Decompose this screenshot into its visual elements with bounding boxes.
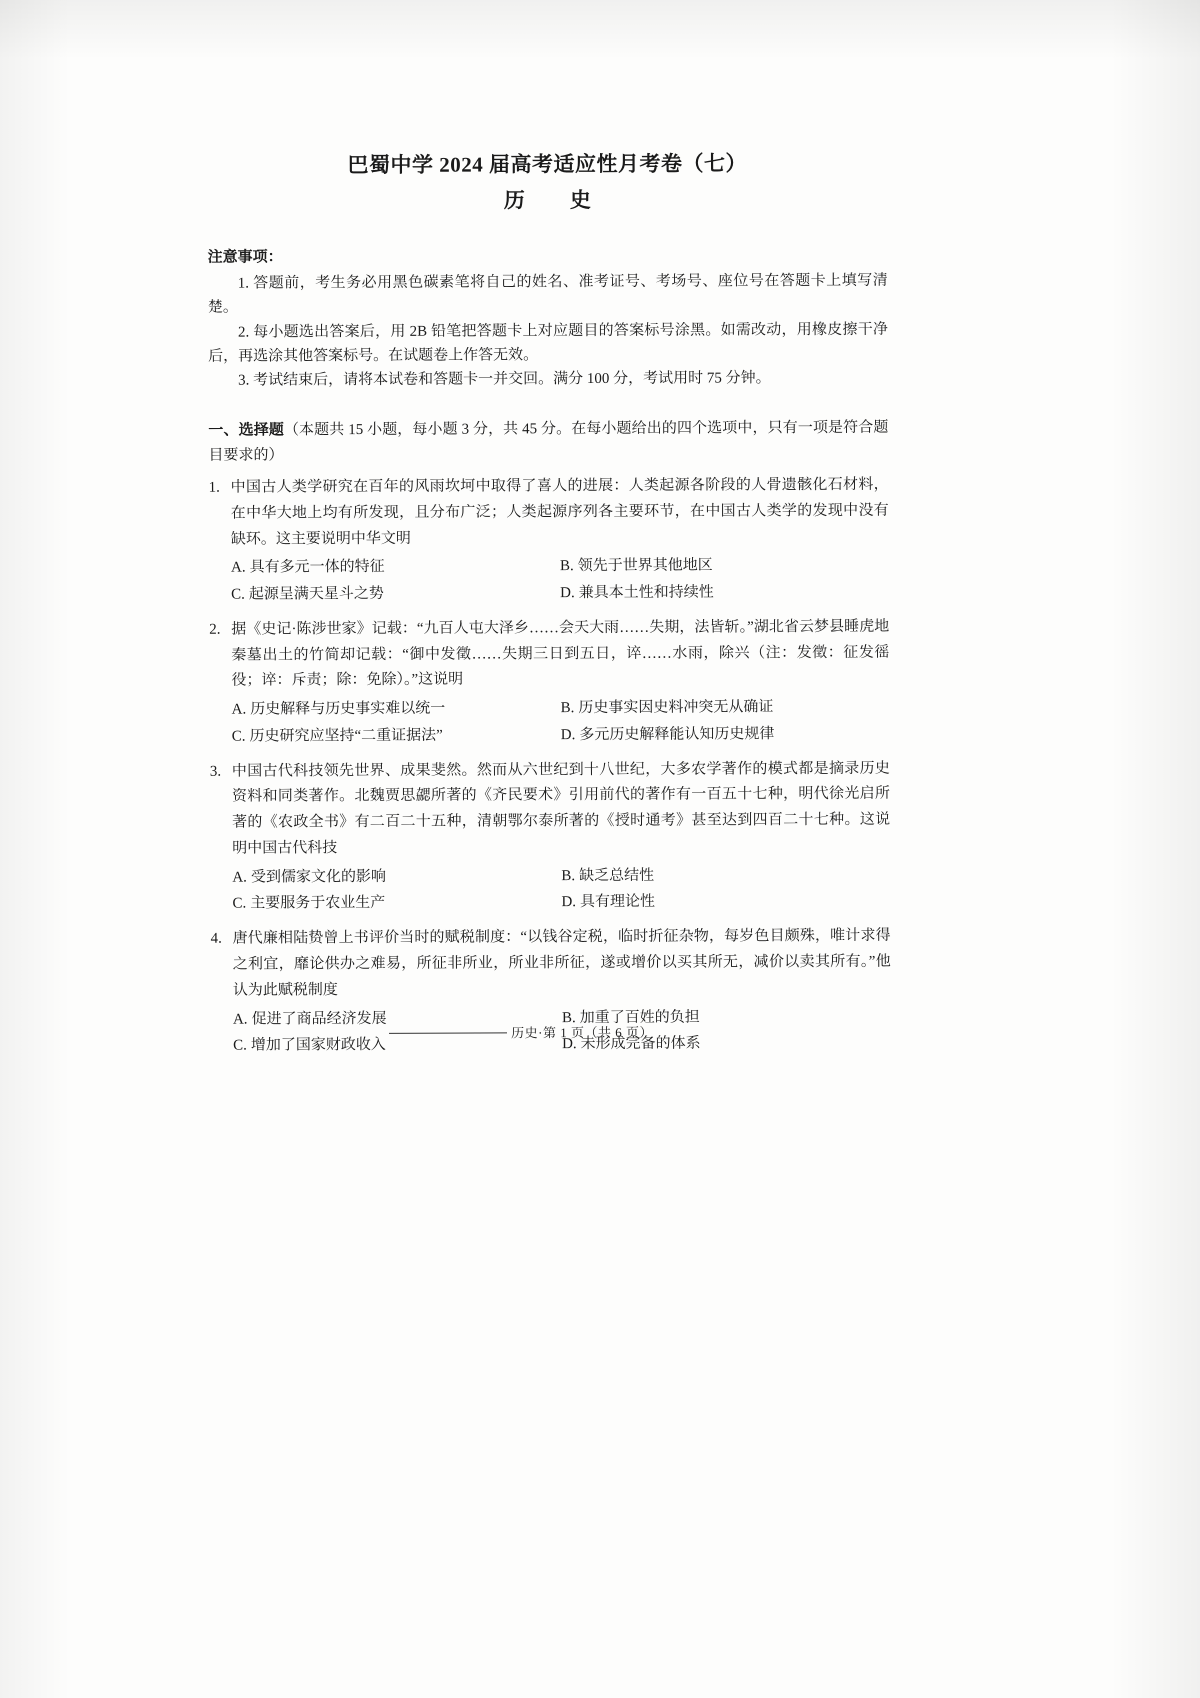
option-label: D. — [560, 727, 576, 744]
option-label: B. — [561, 867, 576, 884]
question-number: 3. — [209, 763, 222, 780]
option-text: 未形成完备的体系 — [580, 1035, 701, 1053]
option-label: D. — [562, 1036, 577, 1053]
option-label: C. — [231, 728, 246, 745]
question-item — [210, 756, 890, 862]
option-d[interactable] — [561, 721, 890, 749]
option-text: 历史解释与历史事实难以统一 — [250, 700, 446, 718]
option-a[interactable] — [232, 695, 561, 723]
option-text: 起源呈满天星斗之势 — [248, 586, 384, 603]
option-c[interactable] — [232, 722, 561, 750]
notice-item: 3. 考试结束后，请将本试卷和答题卡一并交回。满分 100 分，考试用时 75 分钟。 — [238, 370, 771, 389]
option-text: 缺乏总结性 — [579, 867, 655, 884]
option-label: D. — [560, 585, 575, 602]
option-text: 具有多元一体的特征 — [249, 559, 385, 576]
question-text: 唐代廉相陆贽曾上书评价当时的赋税制度：“以钱谷定税，临时折征杂物，每岁色目颇殊，唯计求得之利宜，靡论供办之难易，所征非所业，所业非所征，遂或增价以买其所无，减价以卖其所有。”他认为此赋税制度 — [232, 927, 891, 999]
page-edge-shadow-left — [0, 0, 70, 1698]
notice-item: 1. 答题前，考生务必用黑色碳素笔将自己的姓名、准考证号、考场号、座位号在答题卡上填写清楚。 — [207, 272, 888, 317]
notice-heading: 注意事项： — [207, 249, 283, 266]
question-text: 中国古代科技领先世界、成果斐然。然而从六世纪到十八世纪，大多农学著作的模式都是摘录历史资料和同类著作。北魏贾思勰所著的《齐民要术》引用前代的著作有一百五十七种，明代徐光启所著的《农政全书》有二百二十五种，清朝鄂尔泰所著的《授时通考》甚至达到四百二十七种。这说明中国古代科技 — [231, 760, 891, 857]
question-text: 据《史记·陈涉世家》记载：“九百人屯大泽乡……会天大雨……失期，法皆斩。”湖北省云梦县睡虎地秦墓出土的竹简却记载：“御中发徵……失期三日到五日，谇……水雨，除兴（注：发徵：征发徭役；谇：斥责；除：免除）。”这说明 — [231, 618, 890, 690]
option-label: C. — [233, 1037, 247, 1054]
option-list — [232, 694, 890, 750]
option-d[interactable] — [561, 888, 890, 916]
question-number: 1. — [208, 479, 220, 496]
option-text: 主要服务于农业生产 — [250, 895, 386, 913]
option-a[interactable] — [231, 554, 560, 582]
option-b[interactable] — [561, 694, 890, 722]
option-text: 历史研究应坚持“二重证据法” — [249, 727, 443, 745]
option-text: 增加了国家财政收入 — [250, 1037, 386, 1054]
option-label: A. — [232, 869, 247, 886]
option-list — [231, 552, 889, 608]
option-label: B. — [561, 1009, 576, 1026]
page-title: 巴蜀中学 2024 届高考适应性月考卷（七） — [347, 151, 748, 178]
option-label: B. — [559, 558, 574, 575]
footer-subject: 历史 — [511, 1025, 539, 1041]
option-text: 加重了百姓的负担 — [579, 1009, 700, 1026]
question-text: 中国古人类学研究在百年的风雨坎坷中取得了喜人的进展：人类起源各阶段的人骨遗骸化石材料，在中华大地上均有所发现，且分布广泛；人类起源序列各主要环节，在中国古人类学的发现中没有缺环。这主要说明中华文明 — [230, 476, 889, 548]
option-label: B. — [560, 700, 575, 717]
question-item — [211, 924, 891, 1004]
option-text: 兼具本土性和持续性 — [578, 584, 714, 602]
option-text: 领先于世界其他地区 — [577, 557, 713, 575]
section-heading — [208, 416, 888, 468]
option-label: C. — [231, 586, 245, 603]
option-list — [232, 862, 890, 918]
document-body — [207, 147, 891, 1069]
question-item — [209, 615, 889, 695]
question-item — [209, 473, 889, 553]
page-footer — [1, 1019, 1200, 1043]
option-text: 多元历史解释能认知历史规律 — [579, 726, 775, 744]
option-label: D. — [561, 894, 577, 911]
option-b[interactable] — [561, 862, 890, 890]
option-label: A. — [232, 1011, 248, 1028]
option-label: A. — [230, 560, 246, 577]
section-label: 一、选择题 — [208, 422, 284, 440]
option-b[interactable] — [560, 552, 889, 580]
question-number: 4. — [210, 930, 222, 947]
option-text: 历史事实因史料冲突无从确证 — [578, 699, 774, 717]
footer-rule — [389, 1032, 507, 1034]
section-description: （本题共 15 小题，每小题 3 分，共 45 分。在每小题给出的四个选项中，只有一项是符合题目要求的） — [208, 420, 889, 464]
question-number: 2. — [209, 621, 221, 638]
option-c[interactable] — [231, 580, 560, 608]
option-text: 促进了商品经济发展 — [251, 1010, 387, 1028]
option-text: 具有理论性 — [580, 894, 656, 911]
option-c[interactable] — [232, 890, 561, 918]
option-label: A. — [231, 701, 247, 718]
notice-item: 2. 每小题选出答案后，用 2B 铅笔把答题卡上对应题目的答案标号涂黑。如需改动，用橡皮擦干净后，再选涂其他答案标号。在试题卷上作答无效。 — [208, 321, 888, 365]
subject-title: 历 史 — [503, 187, 603, 213]
option-text: 受到儒家文化的影响 — [250, 868, 386, 886]
page-edge-shadow-top — [0, 0, 1200, 60]
option-a[interactable] — [232, 863, 561, 891]
page-edge-shadow-right — [1110, 0, 1200, 1698]
option-label: C. — [232, 896, 247, 913]
footer-page-number: ·第 1 页（共 6 页） — [538, 1024, 653, 1041]
option-d[interactable] — [560, 579, 889, 607]
